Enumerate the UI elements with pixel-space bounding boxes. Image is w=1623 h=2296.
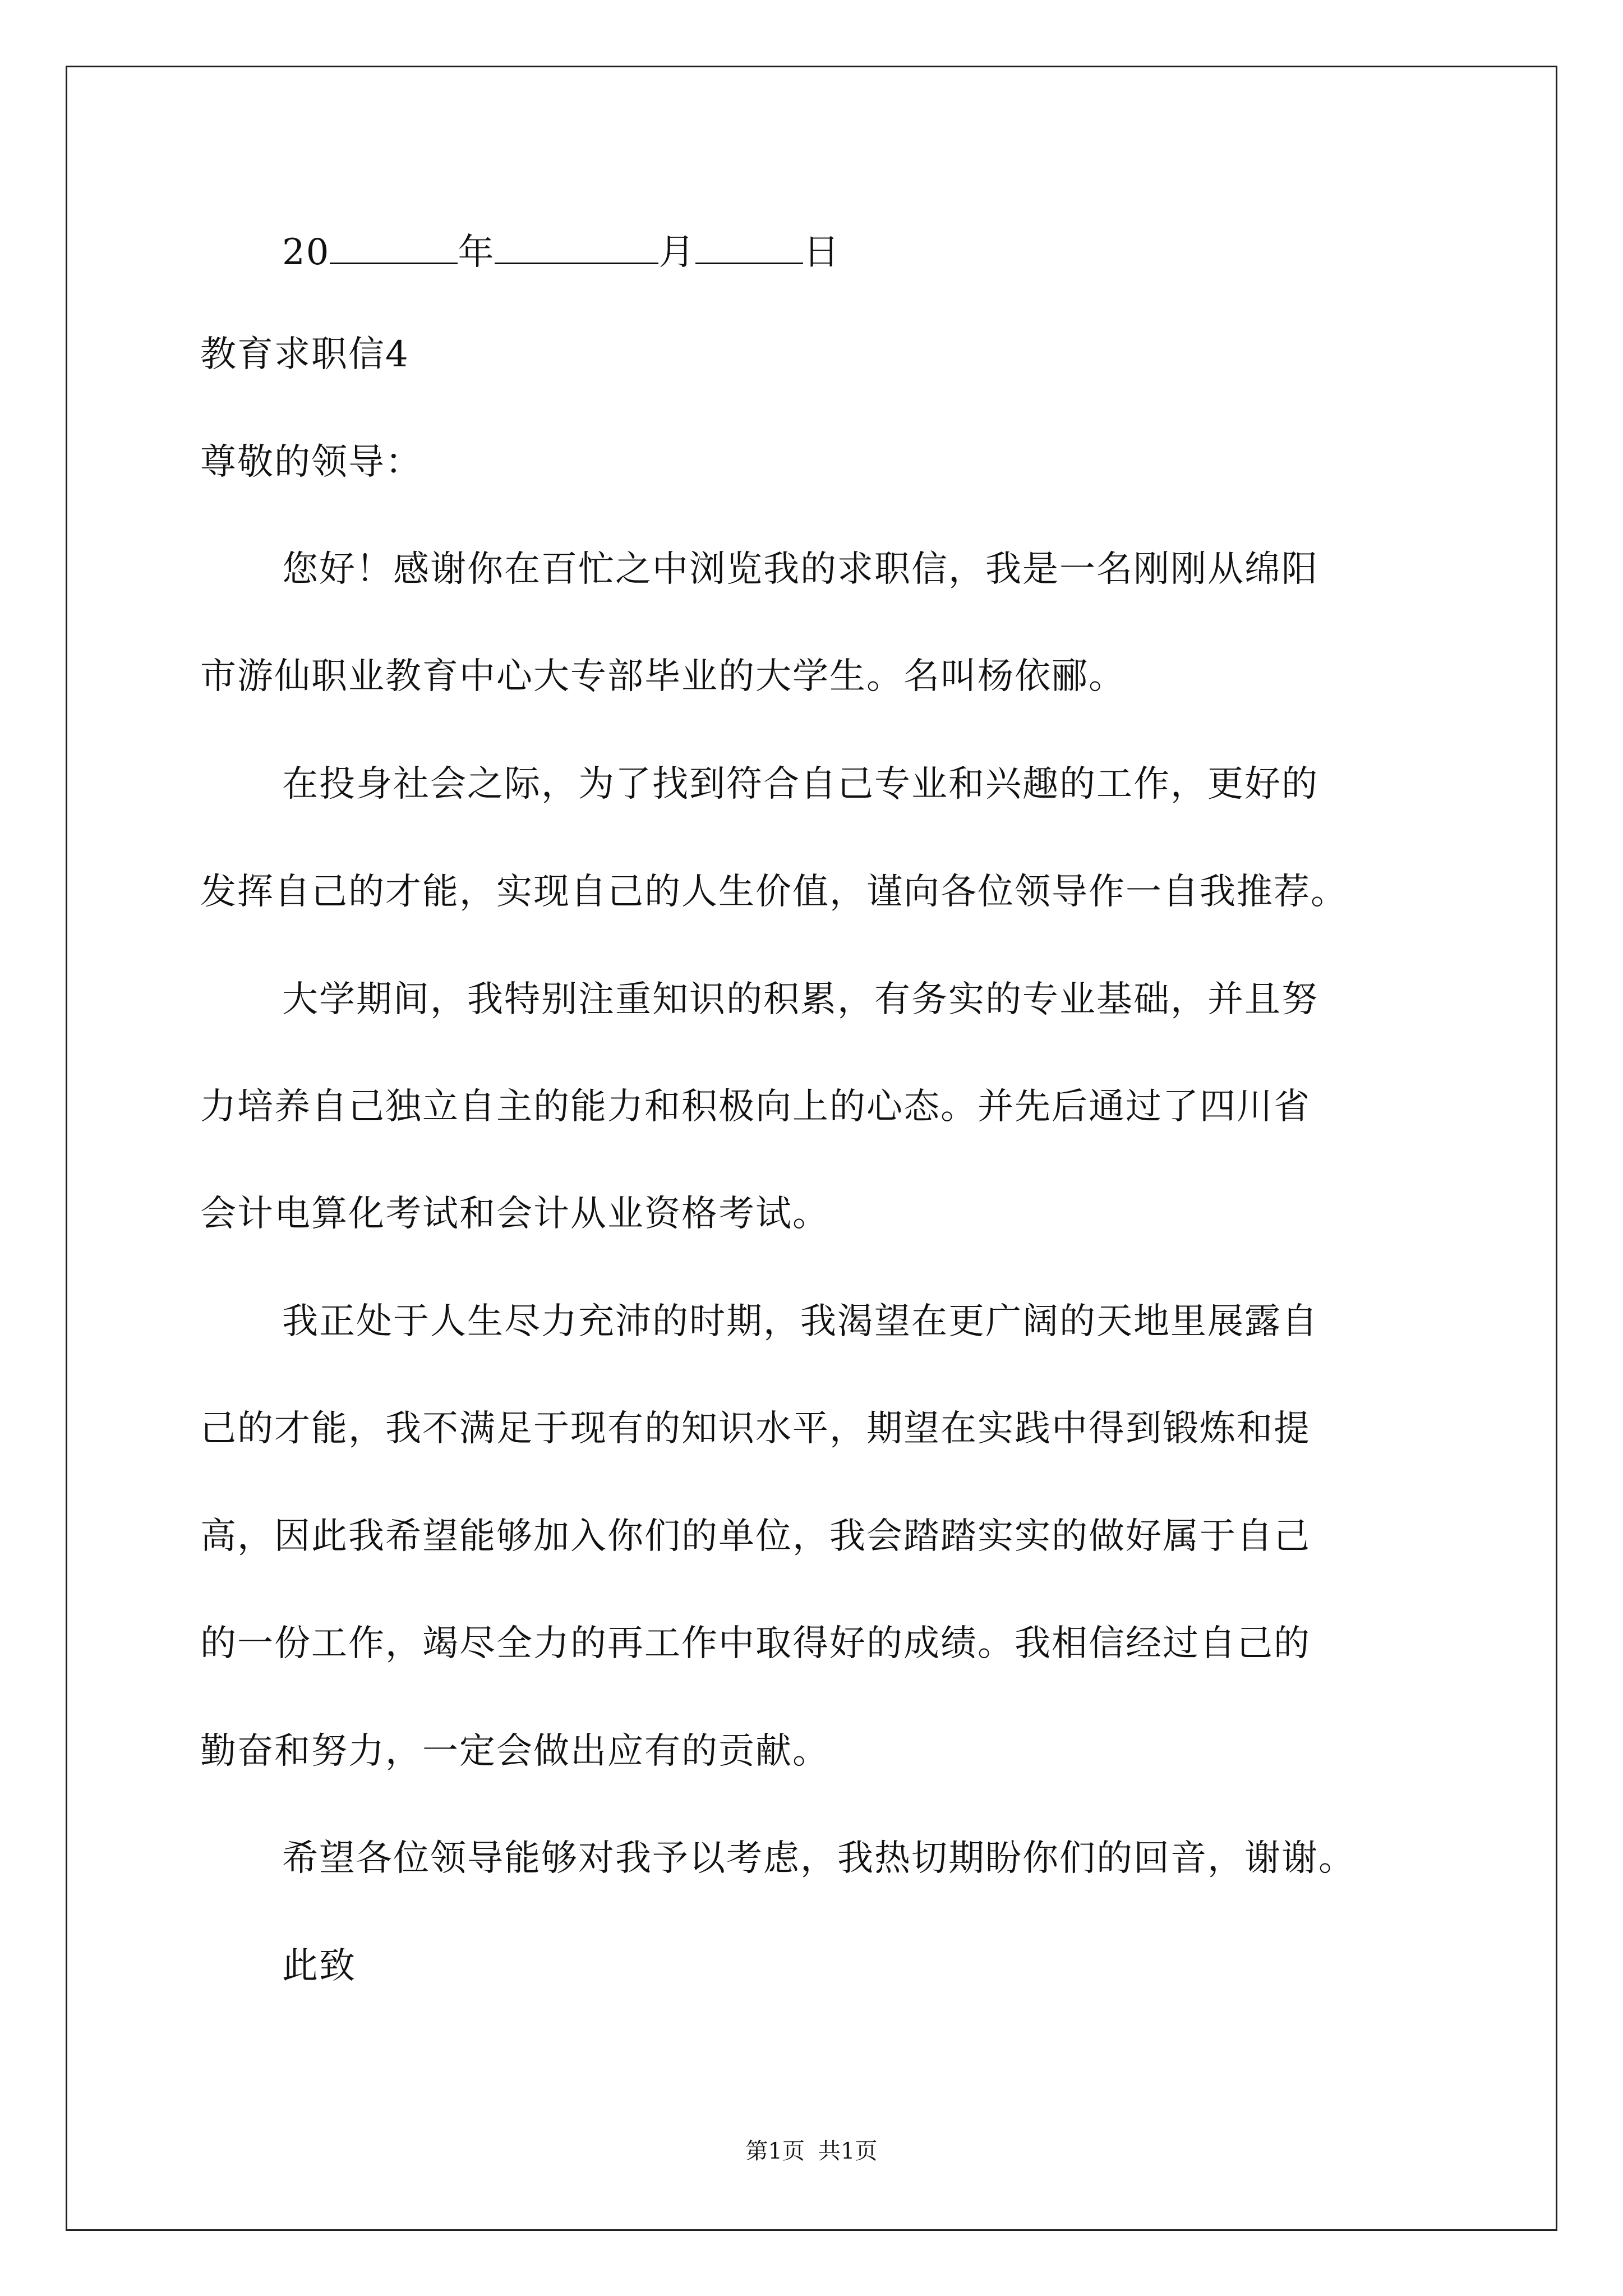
- page-footer: [0, 2140, 1623, 2162]
- body-line: 希望各位领导能够对我予以考虑，我热切期盼你们的回音，谢谢。: [282, 1838, 1355, 1879]
- date-prefix: 20: [282, 232, 330, 273]
- body-line: 的一份工作，竭尽全力的再工作中取得好的成绩。我相信经过自己的: [200, 1623, 1311, 1664]
- page-total: 共1页: [818, 2138, 878, 2164]
- body-line: 发挥自己的才能，实现自己的人生价值，谨向各位领导作一自我推荐。: [200, 871, 1348, 913]
- body-line: 高，因此我希望能够加入你们的单位，我会踏踏实实的做好属于自己: [200, 1516, 1311, 1557]
- body-line: 我正处于人生尽力充沛的时期，我渴望在更广阔的天地里展露自: [282, 1301, 1318, 1342]
- year-label: 年: [458, 232, 495, 273]
- month-blank[interactable]: [495, 230, 658, 264]
- salutation: 尊敬的领导：: [200, 441, 422, 483]
- body-line: 力培养自己独立自主的能力和积极向上的心态。并先后通过了四川省: [200, 1086, 1311, 1128]
- body-line: 市游仙职业教育中心大专部毕业的大学生。名叫杨依郦。: [200, 656, 1126, 697]
- letter-heading: 教育求职信4: [200, 334, 409, 375]
- year-blank[interactable]: [330, 230, 458, 264]
- date-line: [282, 230, 841, 273]
- body-line: 己的才能，我不满足于现有的知识水平，期望在实践中得到锻炼和提: [200, 1408, 1311, 1450]
- body-line: 您好！感谢你在百忙之中浏览我的求职信，我是一名刚刚从绵阳: [282, 549, 1318, 590]
- page-border: [66, 66, 1557, 2231]
- body-line: 在投身社会之际，为了找到符合自己专业和兴趣的工作，更好的: [282, 763, 1318, 805]
- closing-line: 此致: [282, 1945, 356, 1987]
- day-label: 日: [803, 232, 841, 273]
- body-line: 会计电算化考试和会计从业资格考试。: [200, 1193, 829, 1235]
- page-number: 第1页: [745, 2138, 805, 2164]
- day-blank[interactable]: [695, 230, 803, 264]
- month-label: 月: [658, 232, 696, 273]
- body-line: 大学期间，我特别注重知识的积累，有务实的专业基础，并且努: [282, 979, 1318, 1020]
- body-line: 勤奋和努力，一定会做出应有的贡献。: [200, 1731, 829, 1772]
